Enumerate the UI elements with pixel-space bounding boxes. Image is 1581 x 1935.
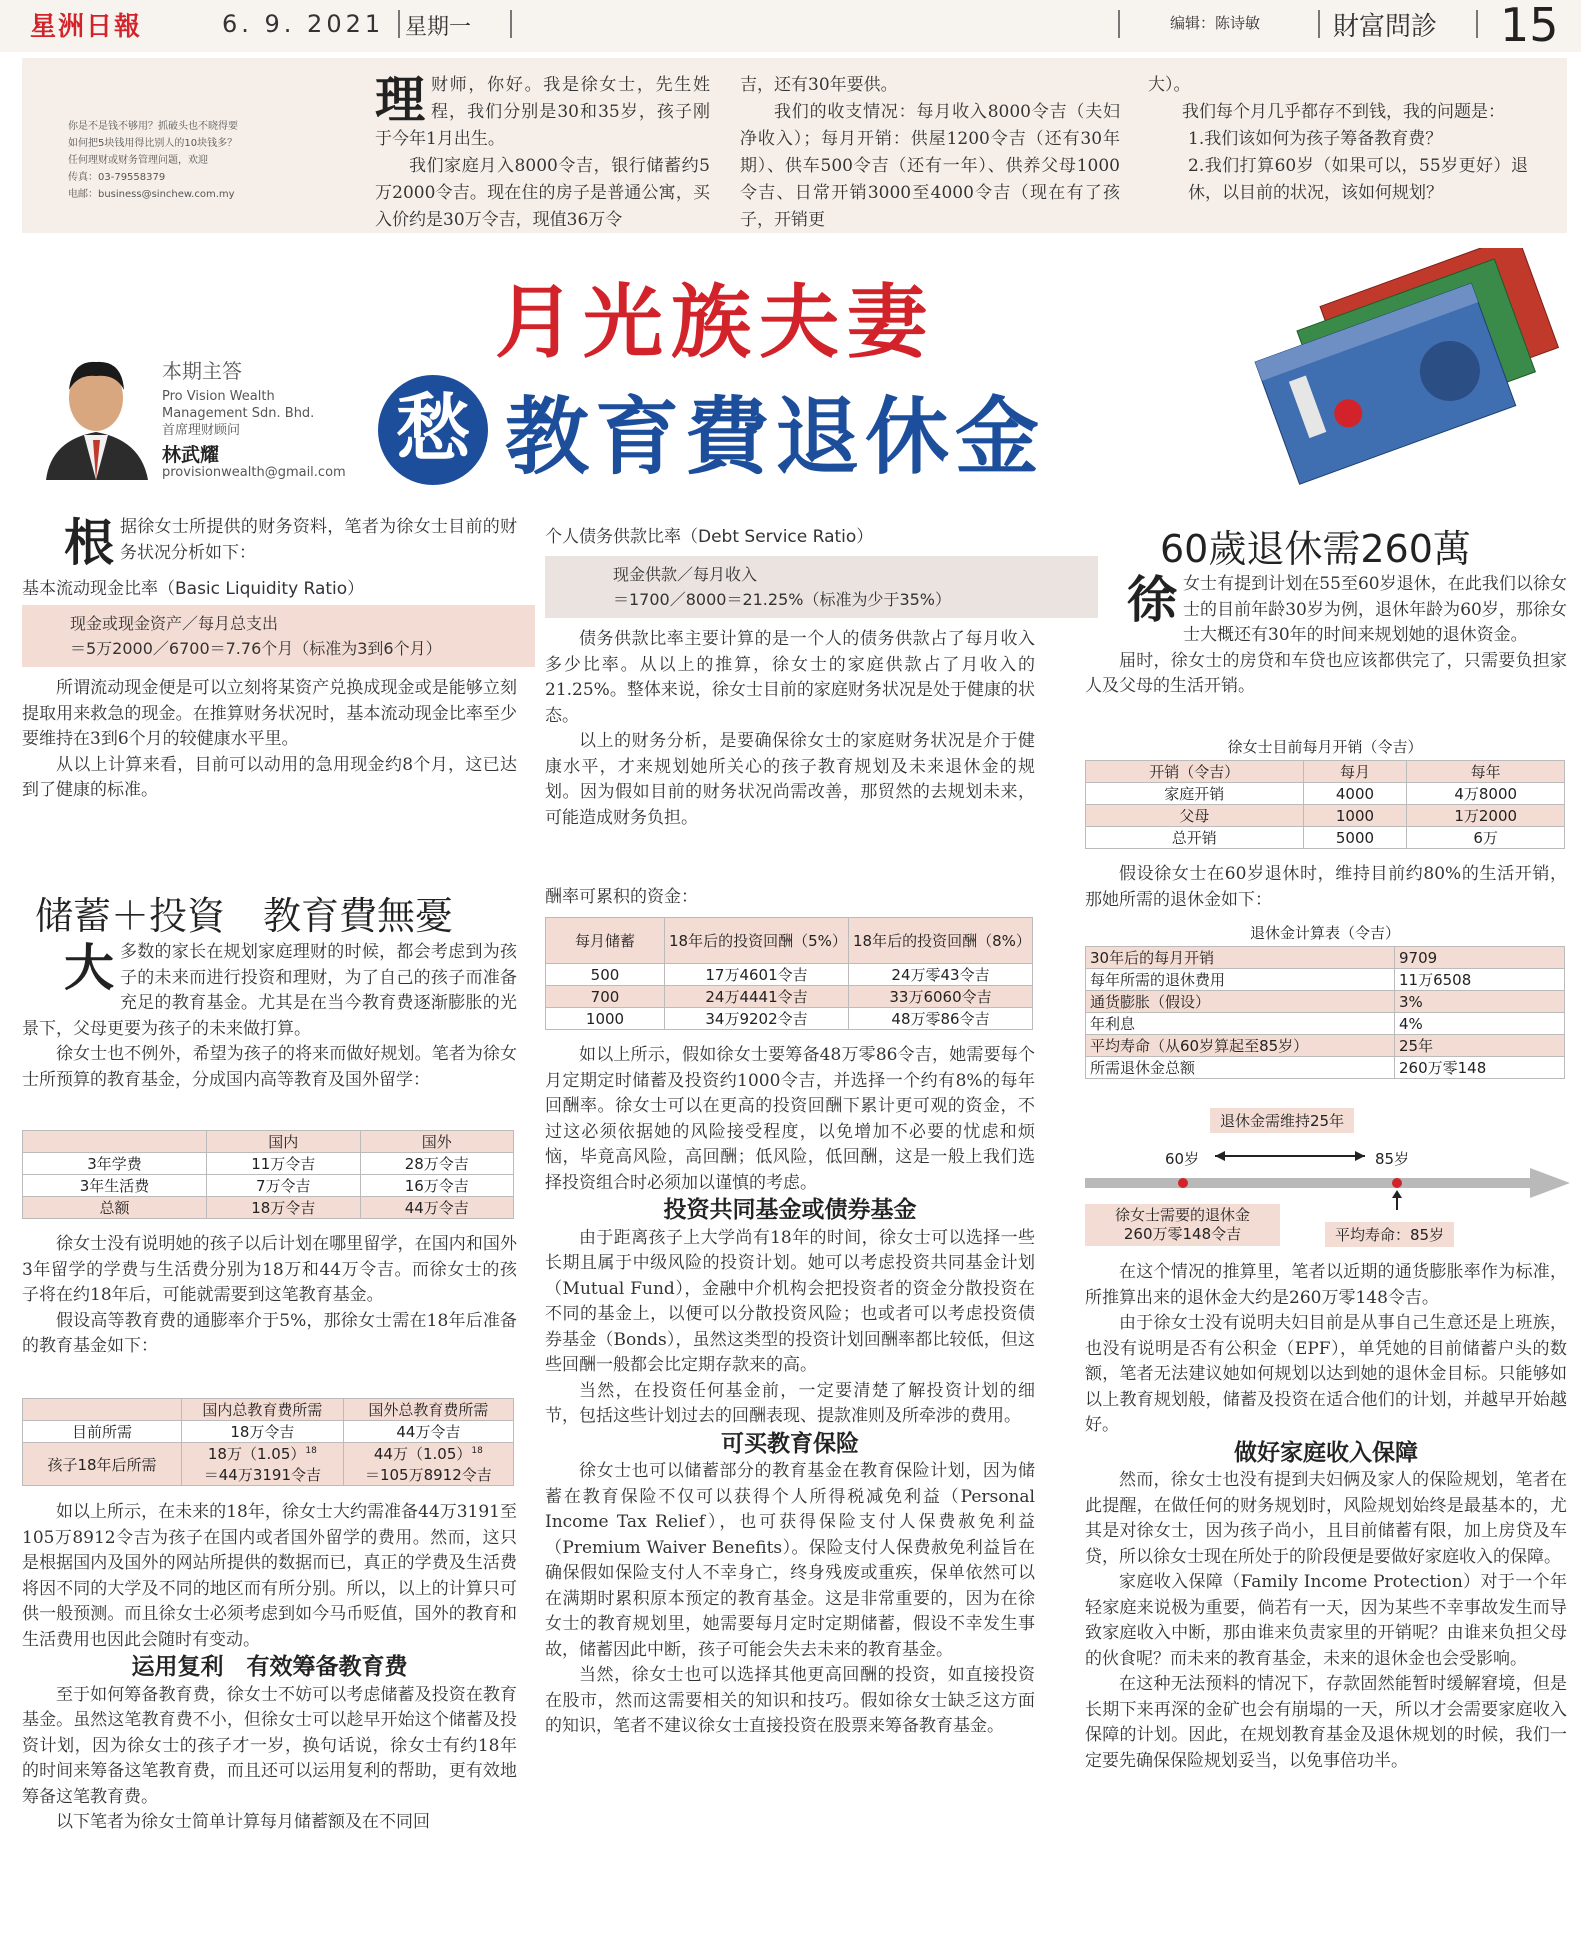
table-cell: 4000 (1303, 783, 1407, 805)
paragraph: 假设高等教育费的通膨率介于5%，那徐女士需在18年后准备的教育基金如下： (22, 1310, 517, 1356)
timeline-arrowhead (1530, 1168, 1570, 1198)
article-col3-bottom (1085, 1260, 1567, 1774)
paragraph: 如以上所示，假如徐女士要筹备48万零86令吉，她需要每个月定期定时储蓄及投资约1000令吉，并选择一个约有8%的每年回酬率。徐女士可以在更高的投资回酬下累计更可观的资金，不过这必须依据她的风险接受程度，以免增加不必要的忧虑和烦恼，毕竟高风险，高回酬；低风险，低回酬，这是一般上我们选择投资组合时必须加以谨慎的考虑。 (545, 1045, 1035, 1193)
table-cell: 16万令吉 (360, 1175, 514, 1197)
table-cell: 通货膨胀（假设） (1086, 991, 1395, 1013)
question-text: 财师，你好。我是徐女士，先生姓程，我们分别是30和35岁，孩子刚于今年1月出生。 (375, 75, 710, 149)
table-header: 每年 (1407, 761, 1565, 783)
paragraph: 徐女士也可以储蓄部分的教育基金在教育保险计划，因为储蓄在教育保险不仅可以获得个人所得税减免利益（Personal Income Tax Relief），也可获得保险支付人保费赦免利益（Premium Waiver Benefits）。保险支付人保费赦免利益旨在确保假如保险支付人不幸身亡，终身残废或重疾，保单依然可以在满期时累积原本预定的教育基金。这是非常重要的，因为在徐女士的教育规划里，她需要每月定时定期储蓄，假设不幸发生事故，储蓄因此中断，孩子可能会失去未来的教育基金。 (545, 1461, 1035, 1660)
contact-line: 任何理财或财务管理问题，欢迎 (68, 155, 208, 166)
table-header: 每月储蓄 (546, 918, 665, 964)
table-header: 每月 (1303, 761, 1407, 783)
table-cell: 1000 (1303, 805, 1407, 827)
contact-box (68, 118, 318, 203)
arrow-right-icon (1355, 1151, 1365, 1161)
article-col2-top (545, 627, 1035, 831)
dsr-formula (545, 556, 1098, 618)
formula-text: 18万（1.05） (207, 1445, 306, 1463)
table-cell: 年利息 (1086, 1013, 1395, 1035)
timeline-dot-85 (1392, 1178, 1402, 1188)
divider (1476, 10, 1478, 38)
paragraph: 家庭收入保障（Family Income Protection）对于一个年轻家庭来说极为重要，倘若有一天，因为某些不幸事故发生而导致家庭收入中断，那由谁来负责家里的开销呢？由谁来负担父母的伙食呢？而未来的教育基金，未来的退休金也会受影响。 (1085, 1572, 1567, 1669)
exponent: 18 (305, 1446, 317, 1456)
editor-credit: 编辑：陈诗敏 (1170, 14, 1261, 32)
table-cell: 父母 (1086, 805, 1304, 827)
table-cell: 28万令吉 (360, 1153, 514, 1175)
retirement-need-box (1085, 1204, 1280, 1246)
table-caption: 徐女士目前每月开销（令吉） (1227, 738, 1423, 756)
issue-date: 6. 9. 2021 (222, 10, 385, 38)
newspaper-logo: 星洲日報 (30, 12, 143, 42)
paragraph: 当然，徐女士也可以选择其他更高回酬的投资，如直接投资在股市，然而这需要相关的知识和技巧。假如徐女士缺乏这方面的知识，笔者不建议徐女士直接投资在股票来筹备教育基金。 (545, 1665, 1035, 1736)
paragraph: 所谓流动现金便是可以立刻将某资产兑换成现金或是能够立刻提取用来救急的现金。在推算财务状况时，基本流动现金比率至少要维持在3到6个月的较健康水平里。 (22, 678, 517, 749)
headline-circle-char: 愁 (378, 375, 488, 485)
subheading: 可买教育保险 (721, 1430, 859, 1457)
article-col1-mid (22, 676, 517, 804)
formula-text: ＝44万3191令吉 (203, 1466, 321, 1484)
banknotes-image (1195, 248, 1570, 488)
paragraph: 据徐女士所提供的财务资料，笔者为徐女士目前的财务状况分析如下： (120, 517, 517, 563)
question-text: 我们家庭月入8000令吉，银行储蓄约5万2000令吉。现在住的房子是普通公寓，买入价约是30万令吉，现值36万令 (375, 156, 710, 230)
table-cell: 目前所需 (23, 1421, 182, 1443)
drop-cap: 理 (375, 70, 425, 129)
weekday: 星期一 (405, 15, 472, 40)
paragraph: 以下笔者为徐女士简单计算每月储蓄额及在不同回 (56, 1812, 430, 1832)
table-header: 18年后的投资回酬（5%） (665, 918, 849, 964)
table-cell (182, 1443, 344, 1486)
subheading: 投资共同基金或债券基金 (663, 1197, 917, 1223)
table-header: 国外 (360, 1131, 514, 1153)
formula-text: ＝105万8912令吉 (364, 1466, 492, 1484)
table-cell: 3% (1395, 991, 1565, 1013)
divider (398, 10, 400, 38)
question-text: 我们每个月几乎都存不到钱，我的问题是： (1182, 102, 1505, 122)
article-col1-top (22, 513, 517, 572)
paragraph: 女士有提到计划在55至60岁退休，在此我们以徐女士的目前年龄30岁为例，退休年龄为60岁，那徐女士大概还有30年的时间来规划她的退休资金。 (1183, 574, 1567, 645)
paragraph: 至于如何筹备教育费，徐女士不妨可以考虑储蓄及投资在教育基金。虽然这笔教育费不小，但徐女士可以趁早开始这个储蓄及投资计划，因为徐女士的孩子才一岁，换句话说，徐女士有约18年的时间来筹备这笔教育费，而且还可以运用复利的帮助，更有效地筹备这笔教育费。 (22, 1684, 517, 1807)
question-item: 2.我们打算60岁（如果可以，55岁更好）退休，以目前的状况，该如何规划？ (1188, 156, 1528, 203)
paragraph: 在这个情况的推算里，笔者以近期的通货膨胀率作为标准，所推算出来的退休金大约是260万零148令吉。 (1085, 1262, 1567, 1308)
contact-email: 电邮：business@sinchew.com.my (68, 189, 235, 200)
table-header: 国内总教育费所需 (182, 1399, 344, 1421)
table-cell: 孩子18年后所需 (23, 1443, 182, 1486)
divider (1118, 10, 1120, 38)
table-cell: 1万2000 (1407, 805, 1565, 827)
table-caption: 退休金计算表（令吉） (1249, 924, 1400, 942)
table-cell: 48万零86令吉 (849, 1008, 1033, 1030)
table-cell: 平均寿命（从60岁算起至85岁） (1086, 1035, 1395, 1057)
author-photo (36, 340, 156, 480)
timeline-dot-60 (1178, 1178, 1188, 1188)
table-header: 开销（令吉） (1086, 761, 1304, 783)
author-name: 林武耀 (162, 444, 220, 466)
paragraph: 徐女士也不例外，希望为孩子的将来而做好规划。笔者为徐女士所预算的教育基金，分成国内高等教育及国外留学： (22, 1044, 517, 1090)
table-header (23, 1131, 207, 1153)
paragraph: 如以上所示，在未来的18年，徐女士大约需准备44万3191至105万8912令吉为孩子在国内或者国外留学的费用。然而，这只是根据国内及国外的网站所提供的数据而已，真正的学费及生活费将因不同的大学及不同的地区而有所分别。所以，以上的计算只可供一般预测。而且徐女士必须考虑到如今马币贬值，国外的教育和生活费用也因此会随时有变动。 (22, 1502, 517, 1650)
table-cell: 44万令吉 (360, 1197, 514, 1219)
author-company-line: Pro Vision Wealth (162, 389, 275, 404)
article-col3-top (1085, 572, 1567, 700)
subheading: 做好家庭收入保障 (1234, 1439, 1418, 1466)
table-cell: 总开销 (1086, 827, 1304, 849)
arrow-left-icon (1215, 1151, 1225, 1161)
article-col1-bottom (22, 1500, 517, 1836)
table-cell: 4% (1395, 1013, 1565, 1035)
question-column-3 (1148, 72, 1528, 207)
drop-cap: 徐 (1127, 570, 1177, 629)
table-cell: 500 (546, 964, 665, 986)
table-cell: 44万令吉 (343, 1421, 513, 1443)
drop-cap: 大 (64, 938, 114, 997)
table-cell: 3年生活费 (23, 1175, 207, 1197)
author-company (162, 388, 314, 439)
paragraph: 由于距离孩子上大学尚有18年的时间，徐女士可以选择一些长期且属于中级风险的投资计划。她可以考虑投资共同基金计划（Mutual Fund），金融中介机构会把投资者的资金分散投资在不同的基金上，以便可以分散投资风险；也或者可以考虑投资债券基金（Bonds），虽然这类型的投资计划回酬率都比较低，但这些回酬一般都会比定期存款来的高。 (545, 1227, 1035, 1375)
paragraph: 以上的财务分析，是要确保徐女士的家庭财务状况是介于健康水平，才来规划她所关心的孩子教育规划及未来退休金的规划。因为假如目前的财务状况尚需改善，那贸然的去规划未来，可能造成财务负担。 (545, 731, 1035, 828)
headline-line-1: 月光族夫妻 (495, 276, 935, 369)
contact-line: 你是不是钱不够用？抓破头也不晓得要 (68, 121, 238, 132)
question-text: 吉，还有30年要供。 (740, 75, 898, 95)
ratio-label: 个人债务供款比率（Debt Service Ratio） (545, 527, 874, 547)
timeline-bar (1085, 1178, 1530, 1188)
table-header: 国外总教育费所需 (343, 1399, 513, 1421)
question-text: 大）。 (1148, 75, 1191, 95)
table-cell (343, 1443, 513, 1486)
education-cost-table (22, 1130, 514, 1219)
author-company-line: Management Sdn. Bhd. (162, 406, 315, 421)
paragraph: 由于徐女士没有说明夫妇目前是从事自己生意还是上班族，也没有说明是否有公积金（EPF），单凭她的目前储蓄户头的数额，笔者无法建议她如何规划以达到她的退休金目标。只能够如以上教育规划般，储蓄及投资在适合他们的计划，并越早开始越好。 (1085, 1313, 1567, 1435)
paragraph: 徐女士没有说明她的孩子以后计划在哪里留学，在国内和国外3年留学的学费与生活费分别为18万和44万令吉。而徐女士的孩子将在约18年后，可能就需要到这笔教育基金。 (22, 1234, 517, 1305)
question-column-2 (740, 72, 1120, 234)
timeline-age85: 85岁 (1375, 1150, 1410, 1168)
retirement-calc-table (1085, 946, 1565, 1079)
article-col1-edu2 (22, 1232, 517, 1360)
table-cell: 家庭开销 (1086, 783, 1304, 805)
author-title: 首席理财顾问 (162, 423, 241, 438)
table-cell: 9709 (1395, 947, 1565, 969)
article-col2-mid (545, 885, 1035, 911)
paragraph: 多数的家长在规划家庭理财的时候，都会考虑到为孩子的未来而进行投资和理财，为了自己的孩子而准备充足的教育基金。尤其是在当今教育费逐渐膨胀的光景下，父母更要为孩子的未来做打算。 (22, 942, 517, 1039)
table-cell: 每年所需的退休费用 (1086, 969, 1395, 991)
exponent: 18 (471, 1446, 483, 1456)
table-cell: 5000 (1303, 827, 1407, 849)
drop-cap: 根 (64, 513, 114, 572)
table-cell: 6万 (1407, 827, 1565, 849)
section-heading: 储蓄＋投資 教育費無憂 (35, 894, 454, 938)
table-cell: 总额 (23, 1197, 207, 1219)
section-heading: 60歲退休需260萬 (1160, 527, 1471, 571)
article-col2-bottom (545, 1043, 1035, 1740)
table-cell: 11万令吉 (207, 1153, 361, 1175)
headline-line-2: 教育費退休金 (505, 388, 1046, 486)
section-title: 財富問診 (1333, 12, 1438, 42)
table-cell: 34万9202令吉 (665, 1008, 849, 1030)
arrow-up-icon (1392, 1190, 1402, 1198)
table-cell: 17万4601令吉 (665, 964, 849, 986)
paragraph: 假设徐女士在60岁退休时，维持目前约80%的生活开销，那她所需的退休金如下： (1085, 864, 1567, 910)
need-value: 260万零148令吉 (1123, 1225, 1242, 1243)
life-expectancy-box: 平均寿命：85岁 (1325, 1222, 1454, 1247)
table-header: 国内 (207, 1131, 361, 1153)
table-header: 18年后的投资回酬（8%） (849, 918, 1033, 964)
investment-return-table (545, 917, 1033, 1030)
paragraph: 然而，徐女士也没有提到夫妇俩及家人的保险规划，笔者在此提醒，在做任何的财务规划时，风险规划始终是最基本的，尤其是对徐女士，因为孩子尚小，且目前储蓄有限，加上房贷及车贷，所以徐女士现在所处于的阶段便是要做好家庭收入的保障。 (1085, 1470, 1567, 1567)
article-col3-mid (1085, 862, 1567, 913)
question-column-1 (375, 72, 710, 234)
divider (1318, 10, 1320, 38)
author-label: 本期主答 (162, 359, 242, 383)
table-cell: 24万零43令吉 (849, 964, 1033, 986)
article-col1-edu (22, 940, 517, 1093)
table-header (23, 1399, 182, 1421)
subheading: 运用复利 有效筹备教育费 (131, 1654, 408, 1680)
liquidity-formula (22, 605, 535, 667)
formula-line: 现金或现金资产／每月总支出 (70, 614, 279, 633)
table-cell: 18万令吉 (182, 1421, 344, 1443)
contact-fax: 传真：03-79558379 (68, 172, 166, 183)
question-item: 1.我们该如何为孩子筹备教育费？ (1188, 129, 1443, 149)
table-cell: 18万令吉 (207, 1197, 361, 1219)
paragraph: 当然，在投资任何基金前，一定要清楚了解投资计划的细节，包括这些计划过去的回酬表现、提款准则及所牵涉的费用。 (545, 1380, 1035, 1426)
table-cell: 3年学费 (23, 1153, 207, 1175)
formula-text: 44万（1.05） (373, 1445, 472, 1463)
divider (510, 10, 512, 38)
table-cell: 11万6508 (1395, 969, 1565, 991)
table-cell: 700 (546, 986, 665, 1008)
formula-line: 现金供款／每月收入 (613, 565, 758, 584)
paragraph: 从以上计算来看，目前可以动用的急用现金约8个月，这已达到了健康的标准。 (22, 754, 517, 800)
table-cell: 1000 (546, 1008, 665, 1030)
paragraph: 届时，徐女士的房贷和车贷也应该都供完了，只需要负担家人及父母的生活开销。 (1085, 650, 1567, 696)
contact-line: 如何把5块钱用得比别人的10块钱多？ (68, 138, 238, 149)
timeline-graphic (1085, 1140, 1570, 1210)
table-cell: 4万8000 (1407, 783, 1565, 805)
author-email: provisionwealth@gmail.com (162, 465, 346, 480)
table-cell: 260万零148 (1395, 1057, 1565, 1079)
ratio-label: 基本流动现金比率（Basic Liquidity Ratio） (22, 579, 365, 599)
paragraph: 债务供款比率主要计算的是一个人的债务供款占了每月收入多少比率。从以上的推算，徐女士的家庭供款占了月收入的21.25%。整体来说，徐女士目前的家庭财务状况是处于健康的状态。 (545, 629, 1035, 726)
timeline-age60: 60岁 (1165, 1150, 1200, 1168)
paragraph: 酬率可累积的资金： (545, 887, 698, 907)
monthly-expense-table (1085, 760, 1565, 849)
table-cell: 24万4441令吉 (665, 986, 849, 1008)
question-text: 我们的收支情况：每月收入8000令吉（夫妇净收入）；每月开销：供屋1200令吉（还有30年期）、供车500令吉（还有一年）、供养父母1000令吉、日常开销3000至4000令吉（现在有了孩子，开销更 (740, 102, 1120, 230)
page-number: 15 (1500, 0, 1559, 52)
paragraph: 在这种无法预料的情况下，存款固然能暂时缓解窘境，但是长期下来再深的金矿也会有崩塌的一天，所以才会需要家庭收入保障的计划。因此，在规划教育基金及退休规划的时候，我们一定要先确保保险规划妥当，以免事倍功半。 (1085, 1674, 1567, 1771)
timeline-duration-label: 退休金需维持25年 (1210, 1108, 1354, 1133)
table-cell: 30年后的每月开销 (1086, 947, 1395, 969)
formula-line: ＝5万2000／6700＝7.76个月（标准为3到6个月） (70, 639, 442, 658)
future-education-table (22, 1398, 514, 1486)
need-label: 徐女士需要的退休金 (1114, 1206, 1250, 1224)
formula-line: ＝1700／8000＝21.25%（标准为少于35%） (613, 590, 952, 609)
table-cell: 所需退休金总额 (1086, 1057, 1395, 1079)
table-cell: 25年 (1395, 1035, 1565, 1057)
table-cell: 7万令吉 (207, 1175, 361, 1197)
table-cell: 33万6060令吉 (849, 986, 1033, 1008)
